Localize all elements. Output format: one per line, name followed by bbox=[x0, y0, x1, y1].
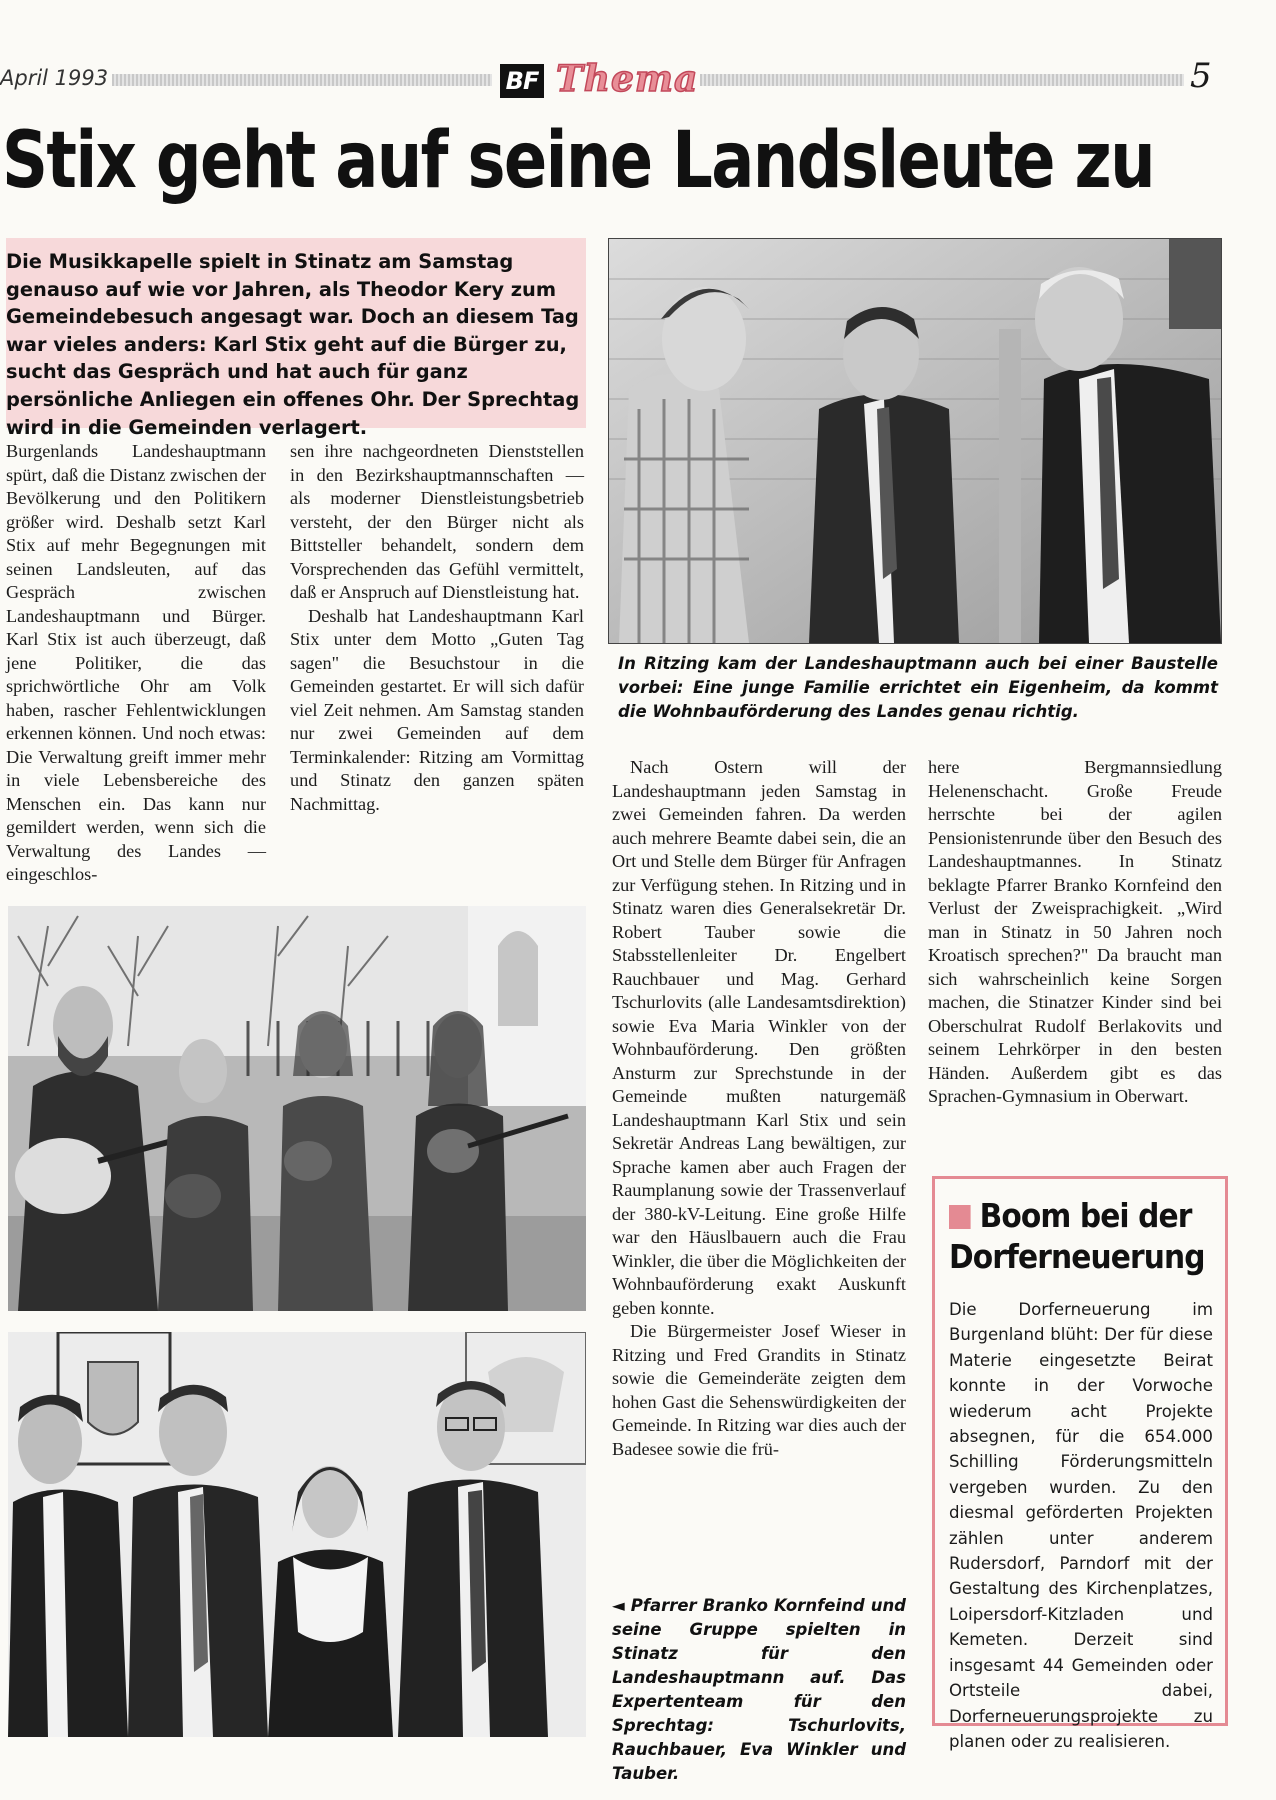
body-paragraph: Die Bürgermeister Josef Wieser in Ritzing und Fred Grandits in Stinatz sowie die Gemeinderäte zeigten dem hohen Gast die Sehenswürdigkeiten der Gemeinde. In Ritzing war dies auch der Badesee sowie die frü- bbox=[612, 1321, 906, 1459]
sidebar-title-text: Boom bei der Dorferneuerung bbox=[949, 1196, 1205, 1276]
article-column-3 bbox=[612, 756, 906, 1461]
page-number: 5 bbox=[1190, 56, 1212, 96]
body-paragraph: Deshalb hat Landeshauptmann Karl Stix unter dem Motto „Guten Tag sagen" die Besuchstour in die Gemeinden gestartet. Er will sich dafür viel Zeit nehmen. Am Samstag standen nur zwei Gemeinden auf dem Terminkalender: Ritzing am Vormittag und Stinatz den ganzen späten Nachmittag. bbox=[290, 605, 584, 814]
photo-music-group bbox=[8, 906, 586, 1311]
square-bullet-icon bbox=[949, 1205, 971, 1229]
photo-ritzing-construction bbox=[608, 238, 1222, 644]
article-column-1 bbox=[6, 440, 266, 887]
header-rule-right bbox=[700, 74, 1184, 86]
issue-date: April 1993 bbox=[0, 66, 109, 90]
photo-expert-team bbox=[8, 1332, 586, 1737]
sidebar-text: Die Dorferneuerung im Burgenland blüht: Der für diese Materie eingesetzte Beirat konnte in der Vorwoche wiederum acht Projekte absegnen, für die 654.000 Schilling Förderungsmitteln vergeben wurden. Zu den diesmal geförderten Projekten zählen unter anderem Rudersdorf, Parndorf mit der Gestaltung des Kirchenplatzes, Loipersdorf-Kitzladen und Kemeten. Derzeit sind insgesamt 44 Gemeinden oder Ortsteile dabei, Dorferneuerungsprojekte zu planen oder zu realisieren. bbox=[949, 1300, 1213, 1751]
article-column-4 bbox=[928, 756, 1222, 1109]
headline: Stix geht auf seine Landsleute zu bbox=[2, 116, 1154, 206]
lead-box bbox=[6, 238, 586, 439]
body-paragraph: Nach Ostern will der Landeshauptmann jeden Samstag in zwei Gemeinden fahren. Da werden auch mehrere Beamte dabei sein, die an Ort und Stelle dem Bürger für Anfragen zur Verfügung stehen. In Ritzing und in Stinatz waren dies Generalsekretär Dr. Robert Tauber sowie die Stabsstellenleiter Dr. Engelbert Rauchbauer und Mag. Gerhard Tschurlovits (alle Landesamtsdirektion) sowie Eva Maria Winkler von der Wohnbauförderung. Den größten Ansturm zur Sprechstunde in der Gemeinde mußten naturgemäß Landeshauptmann Karl Stix und sein Sekretär Andreas Lang bewältigen, zur Sprache kamen aber auch Fragen der Raumplanung sowie der Trassenverlauf der 380-kV-Leitung. Eine große Hilfe war den Häuslbauern auch die Frau Winkler, die über die Möglichkeiten der Wohnbauförderung exakt Auskunft geben konnte. bbox=[612, 757, 906, 1318]
photo-ritzing-image bbox=[609, 239, 1221, 643]
photo-music-image bbox=[8, 906, 586, 1311]
header-rule-left bbox=[112, 74, 492, 86]
section-label: Thema bbox=[556, 58, 699, 100]
caption-top-photo: In Ritzing kam der Landeshauptmann auch bei einer Baustelle vorbei: Eine junge Familie errichtet ein Eigenheim, da kommt die Wohnbauförderung des Landes genau richtig. bbox=[618, 654, 1218, 721]
bf-logo: BF bbox=[500, 64, 544, 98]
sidebar-title bbox=[949, 1195, 1205, 1277]
photo-team-image bbox=[8, 1332, 586, 1737]
body-paragraph: here Bergmannsiedlung Helenenschacht. Große Freude herrschte bei der agilen Pensionistenrunde über den Besuch des Landeshauptmannes. In Stinatz beklagte Pfarrer Branko Kornfeind den Verlust der Zweisprachigkeit. „Wird man in Stinatz in 50 Jahren noch Kroatisch sprechen?" Da braucht man sich wahrscheinlich keine Sorgen machen, die Stinatzer Kinder sind bei Oberschulrat Rudolf Berlakovits und seinem Lehrkörper in den besten Händen. Außerdem gibt es das Sprachen-Gymnasium in Oberwart. bbox=[928, 757, 1222, 1106]
body-paragraph: Burgenlands Landeshauptmann spürt, daß die Distanz zwischen der Bevölkerung und den Politikern größer wird. Deshalb setzt Karl Stix auf mehr Begegnungen mit seinen Landsleuten, auf das Gespräch zwischen Landeshauptmann und Bürger. Karl Stix ist auch überzeugt, daß jene Politiker, die das sprichwörtliche Ohr am Volk haben, rascher Fehlentwicklungen erkennen können. Und noch etwas: Die Verwaltung greift immer mehr in viele Lebensbereiche des Menschen ein. Das kann nur gemildert werden, wenn sich die Verwaltung des Landes — eingeschlos- bbox=[6, 441, 266, 884]
body-paragraph: sen ihre nachgeordneten Dienststellen in den Bezirkshauptmannschaften — als moderner Dienstleistungsbetrieb versteht, der den Bürger nicht als Bittsteller behandelt, sondern dem Vorsprechenden das Gefühl vermittelt, daß er Anspruch auf Dienstleistung hat. bbox=[290, 441, 584, 602]
lead-text: Die Musikkapelle spielt in Stinatz am Samstag genauso auf wie vor Jahren, als Theodor Kery zum Gemeindebesuch angesagt war. Doch an diesem Tag war vieles anders: Karl Stix geht auf die Bürger zu, sucht das Gespräch und hat auch für ganz persönliche Anliegen ein offenes Ohr. Der Sprechtag wird in die Gemeinden verlagert. bbox=[6, 250, 580, 439]
caption-music-photo: ◄ Pfarrer Branko Kornfeind und seine Gruppe spielten in Stinatz für den Landeshauptmann auf. Das Expertenteam für den Sprechtag: Tschurlovits, Rauchbauer, Eva Winkler und Tauber. bbox=[612, 1596, 906, 1783]
sidebar-box-dorferneuerung bbox=[932, 1176, 1228, 1751]
article-column-2 bbox=[290, 440, 584, 816]
